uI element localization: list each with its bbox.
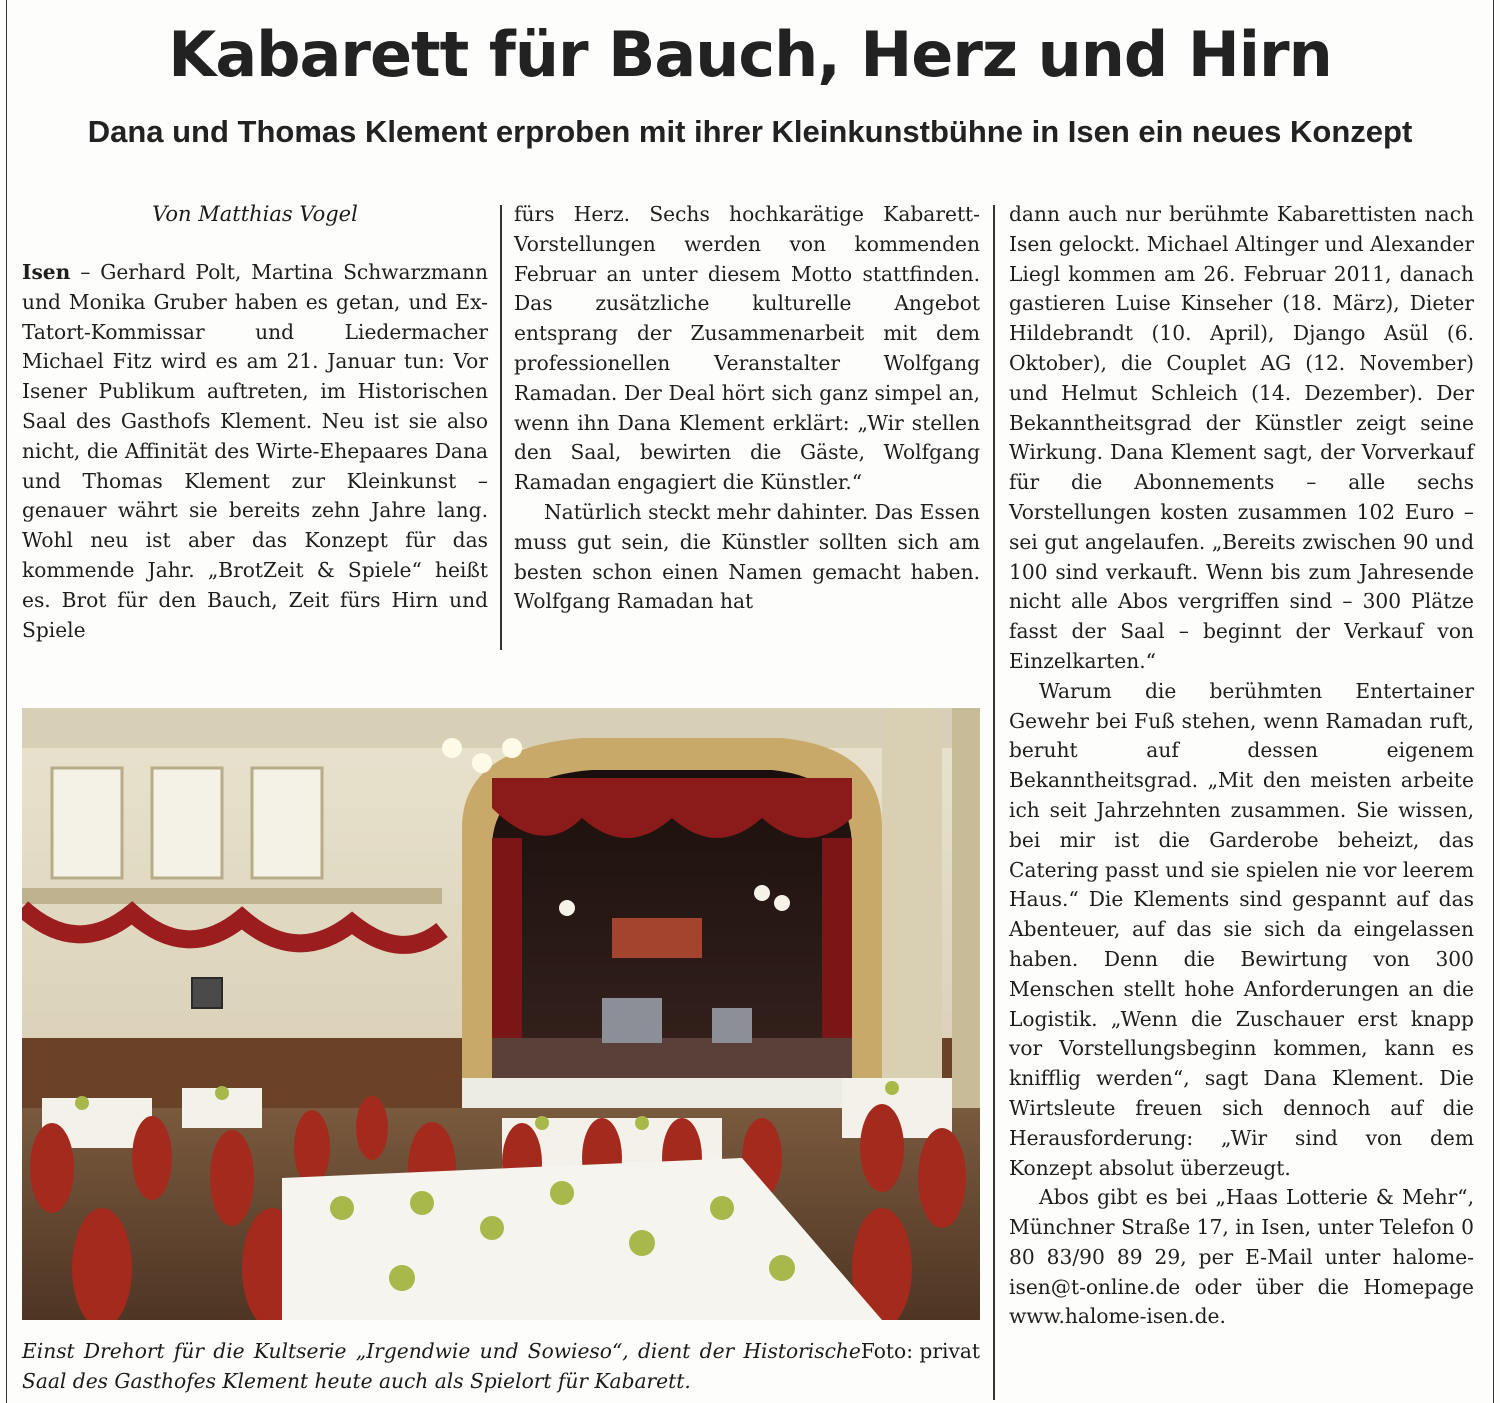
subheadline: Dana und Thomas Klement erproben mit ihrer Kleinkunstbühne in Isen ein neues Konzept [87,114,1413,149]
dateline: Isen [22,260,71,284]
paragraph-text: – Gerhard Polt, Martina Schwarzmann und Monika Gruber haben es getan, und Ex-Tatort-Kommissar und Liedermacher Michael Fitz wird es am 21. Januar tun: Vor Isener Publikum auftreten, im Historischen Saal des Gasthofs Klement. Neu ist sie also nicht, die Affinität des Wirte-Ehepaares Dana und Thomas Klement zur Kleinkunst – genauer währt sie bereits zehn Jahre lang. Wohl neu ist aber das Konzept für das kommende Jahr. „BrotZeit & Spiele“ heißt es. Brot für den Bauch, Zeit fürs Hirn und Spiele [22,260,488,642]
paragraph: Abos gibt es bei „Haas Lotterie & Mehr“, Münchner Straße 17, in Isen, unter Telefon 0 80 83/90 89 29, per E-Mail unter halome-isen@t-online.de oder über die Homepage www.halome-isen.de. [1009,1185,1474,1329]
byline: Von Matthias Vogel [152,202,358,226]
headline: Kabarett für Bauch, Herz und Hirn [168,18,1332,91]
column-divider [500,205,502,650]
paragraph: fürs Herz. Sechs hochkarätige Kabarett-Vorstellungen werden von kommenden Februar an unter diesem Motto stattfinden. Das zusätzliche kulturelle Angebot entsprang der Zusammenarbeit mit dem professionellen Veranstalter Wolfgang Ramadan. Der Deal hört sich ganz simpel an, wenn ihn Dana Klement erklärt: „Wir stellen den Saal, bewirten die Gäste, Wolfgang Ramadan engagiert die Künstler.“ [514,202,980,495]
article-column-2 [514,200,980,617]
paragraph: dann auch nur berühmte Kabarettisten nach Isen gelockt. Michael Altinger und Alexander Liegl kommen am 26. Februar 2011, danach gastieren Luise Kinseher (18. März), Dieter Hildebrandt (10. April), Django Asül (6. Oktober), die Couplet AG (12. November) und Helmut Schleich (14. Dezember). Der Bekanntheitsgrad der Künstler zeigt seine Wirkung. Dana Klement sagt, der Vorverkauf für die Abonnements – alle sechs Vorstellungen kosten zusammen 102 Euro – sei gut angelaufen. „Bereits zwischen 90 und 100 sind verkauft. Wenn bis zum Jahresende nicht alle Abos vergriffen sind – 300 Plätze fasst der Saal – beginnt der Verkauf von Einzelkarten.“ [1009,202,1474,673]
paragraph: Natürlich steckt mehr dahinter. Das Essen muss gut sein, die Künstler sollten sich am besten schon einen Namen gemacht haben. Wolfgang Ramadan hat [514,499,980,614]
column-divider [993,205,995,1400]
hall-photo [22,708,980,1320]
caption-text: Einst Drehort für die Kultserie „Irgendwie und Sowieso“, dient der Historische Saal des Gasthofes Klement heute auch als Spielort für Kabarett. [22,1339,861,1393]
paragraph: Warum die berühmten Entertainer Gewehr bei Fuß stehen, wenn Ramadan ruft, beruht auf dessen eigenem Bekanntheitsgrad. „Mit den meisten arbeite ich seit Jahrzehnten zusammen. Sie wissen, bei mir ist die Garderobe beheizt, das Catering passt und sie spielen nie vor leerem Haus.“ Die Klements sind gespannt auf das Abenteuer, auf das sie sich da eingelassen haben. Denn die Bewirtung von 300 Menschen stellt hohe Anforderungen an die Logistik. „Wenn die Zuschauer erst knapp vor Vorstellungsbeginn kommen, kann es knifflig werden“, sagt Dana Klement. Die Wirtsleute freuen sich dennoch auf die Herausforderung: „Wir sind von dem Konzept absolut überzeugt. [1009,678,1474,1180]
photo-credit: Foto: privat [860,1339,980,1363]
paragraph [22,258,488,645]
photo-caption [22,1336,980,1396]
article-column-3 [1009,200,1474,1332]
article-column-1 [22,258,488,645]
